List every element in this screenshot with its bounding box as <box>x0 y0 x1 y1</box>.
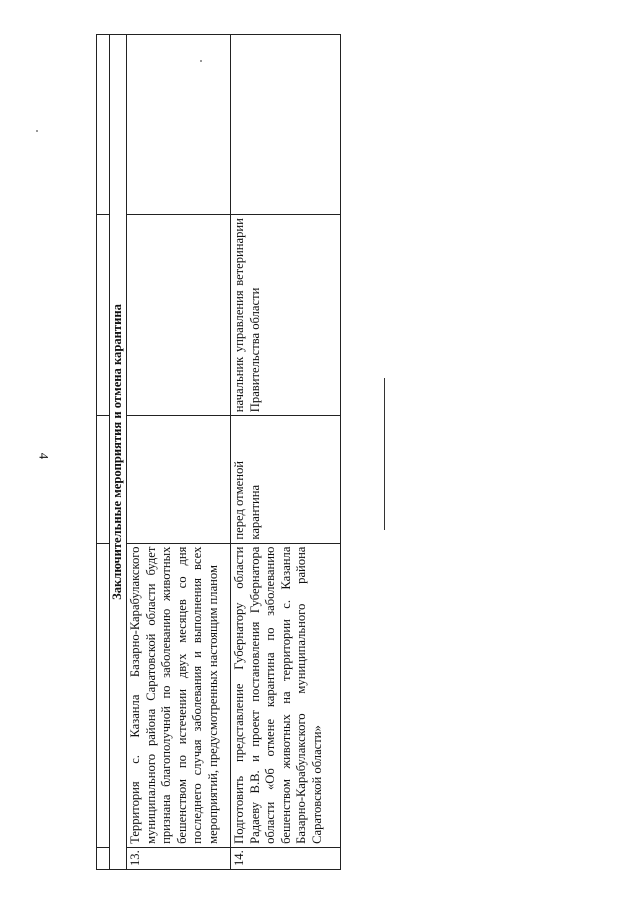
table-cell <box>97 543 110 847</box>
table-cell <box>97 847 110 869</box>
measure-cell: Подготовить представление Губернатору области Радаеву В.В. и проект постановления Губернатора области «Об отмене карантина по заболеванию бешенством животных на территории с. Казанла Базарно-Карабулакского муниципального района Саратовской области» <box>231 543 341 847</box>
section-row <box>110 35 127 870</box>
plan-table <box>96 34 341 870</box>
table-cell <box>97 416 110 543</box>
page-number: 4 <box>36 452 52 460</box>
table-header-strip <box>97 35 110 870</box>
extra-cell <box>231 35 341 215</box>
responsible-cell: начальник управления ветеринарии Правительства области <box>231 215 341 416</box>
table-row <box>127 35 231 870</box>
extra-cell <box>127 35 231 215</box>
row-number: 13. <box>127 847 231 869</box>
table-cell <box>97 35 110 215</box>
scan-speck <box>36 130 38 132</box>
horizontal-rule <box>384 378 385 530</box>
responsible-cell <box>127 215 231 416</box>
section-title: Заключительные мероприятия и отмена карантина <box>110 35 127 870</box>
term-cell: перед отменой карантина <box>231 416 341 543</box>
measure-cell: Территория с. Казанла Базарно-Карабулакского муниципального района Саратовской области будет признана благополучной по заболеванию животных бешенством по истечении двух месяцев со дня последнего случая заболевания и выполнения всех мероприятий, предусмотренных настоящим планом <box>127 543 231 847</box>
term-cell <box>127 416 231 543</box>
row-number: 14. <box>231 847 341 869</box>
table-cell <box>97 215 110 416</box>
rotated-table-block <box>96 34 338 870</box>
table-row <box>231 35 341 870</box>
